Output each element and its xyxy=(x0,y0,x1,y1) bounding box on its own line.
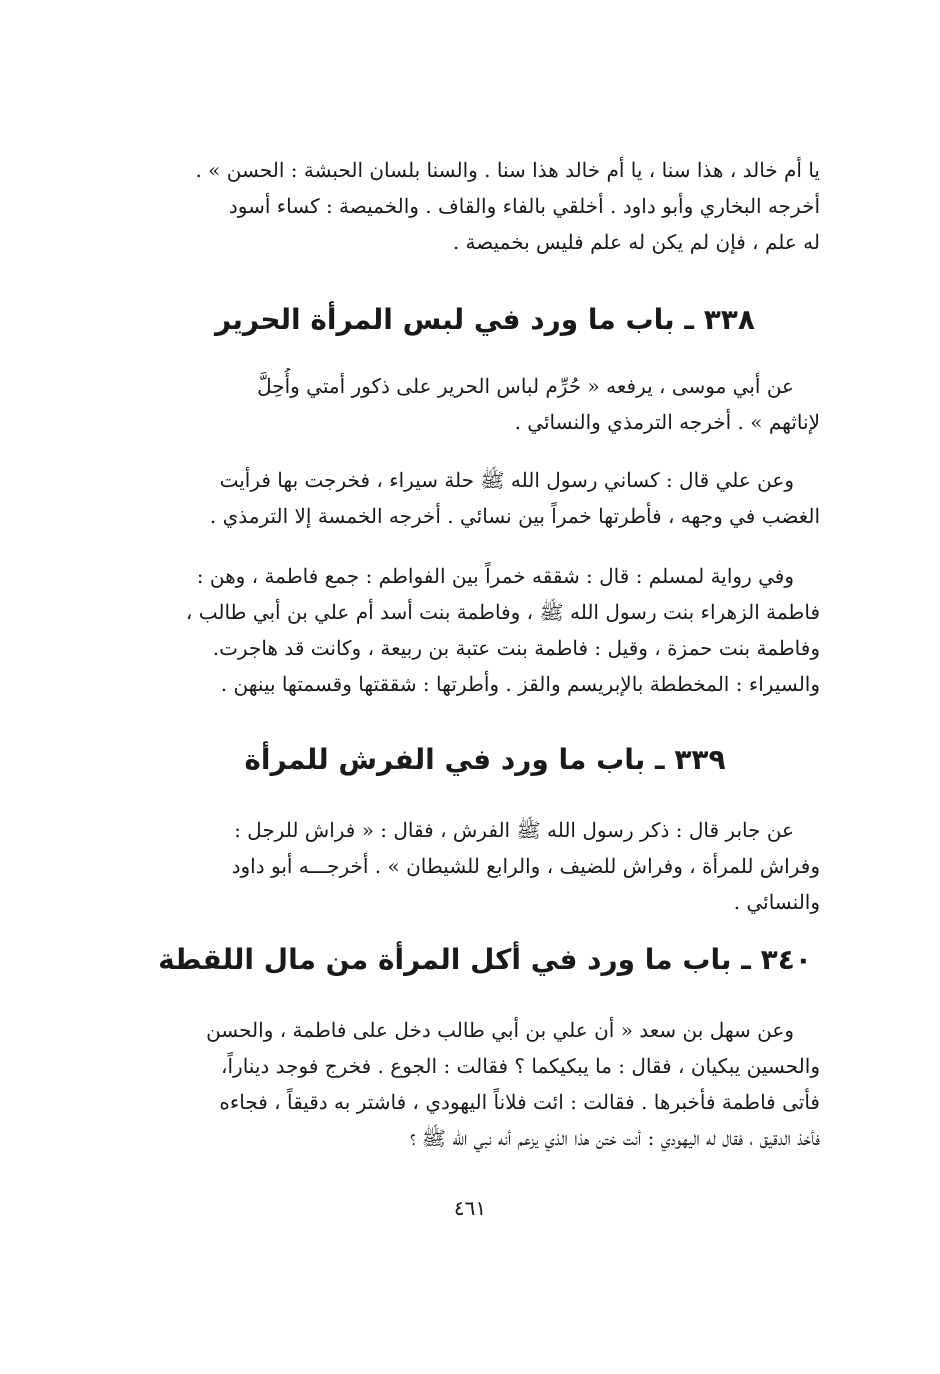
text-line: لإناثهم » . أخرجه الترمذي والنسائي . xyxy=(514,410,820,434)
text-line: وفاطمة بنت حمزة ، وقيل : فاطمة بنت عتبة بن ربيعة ، وكانت قد هاجرت. xyxy=(212,636,820,660)
text-line: عن أبي موسى ، يرفعه « حُرِّم لباس الحرير على ذكور أمتي وأُحِلَّ xyxy=(257,374,794,398)
text-line: والسيراء : المخططة بالإبريسم والقز . وأطرتها : شققتها وقسمتها بينهن . xyxy=(220,672,820,696)
text-line: وعن سهل بن سعد « أن علي بن أبي طالب دخل على فاطمة ، والحسن xyxy=(206,1018,794,1042)
text-line: الغضب في وجهه ، فأطرتها خمراً بين نسائي . أخرجه الخمسة إلا الترمذي . xyxy=(209,504,820,528)
text-line: يا أم خالد ، هذا سنا ، يا أم خالد هذا سنا . والسنا بلسان الحبشة : الحسن » . xyxy=(195,158,820,182)
section-340-heading: ٣٤٠ ـ باب ما ورد في أكل المرأة من مال اللقطة xyxy=(158,943,812,976)
section-340-paragraph-1 xyxy=(150,1012,820,1156)
section-338-heading: ٣٣٨ ـ باب ما ورد في لبس المرأة الحرير xyxy=(215,303,755,336)
text-line: فأخذ الدقيق ، فقال له اليهودي : أنت ختن هذا الذي يزعم أنه نبي الله ﷺ ؟ xyxy=(409,1126,820,1150)
intro-paragraph xyxy=(150,152,820,260)
section-339-paragraph-1 xyxy=(150,812,820,920)
section-338-paragraph-2 xyxy=(150,462,820,534)
text-line: وفي رواية لمسلم : قال : شققه خمراً بين الفواطم : جمع فاطمة ، وهن : xyxy=(196,564,794,588)
text-line: عن جابر قال : ذكر رسول الله ﷺ الفرش ، فقال : « فراش للرجل : xyxy=(234,818,794,842)
text-line: أخرجه البخاري وأبو داود . أخلقي بالفاء والقاف . والخميصة : كساء أسود xyxy=(228,194,820,218)
page-number: ٤٦١ xyxy=(453,1196,487,1220)
text-line: فاطمة الزهراء بنت رسول الله ﷺ ، وفاطمة بنت أسد أم علي بن أبي طالب ، xyxy=(185,600,820,624)
section-339-heading: ٣٣٩ ـ باب ما ورد في الفرش للمرأة xyxy=(244,743,726,776)
text-line: والنسائي . xyxy=(733,890,820,914)
text-line: فأتى فاطمة فأخبرها . فقالت : ائت فلاناً اليهودي ، فاشتر به دقيقاً ، فجاءه xyxy=(219,1090,820,1114)
text-line: وفراش للمرأة ، وفراش للضيف ، والرابع للشيطان » . أخرجـــه أبو داود xyxy=(231,854,820,878)
text-line: والحسين يبكيان ، فقال : ما يبكيكما ؟ فقالت : الجوع . فخرج فوجد ديناراً، xyxy=(221,1054,820,1078)
section-338-paragraph-1 xyxy=(150,368,820,440)
text-line: وعن علي قال : كساني رسول الله ﷺ حلة سيراء ، فخرجت بها فرأيت xyxy=(219,468,794,492)
text-line: له علم ، فإن لم يكن له علم فليس بخميصة . xyxy=(452,230,820,254)
section-338-paragraph-3 xyxy=(150,558,820,702)
